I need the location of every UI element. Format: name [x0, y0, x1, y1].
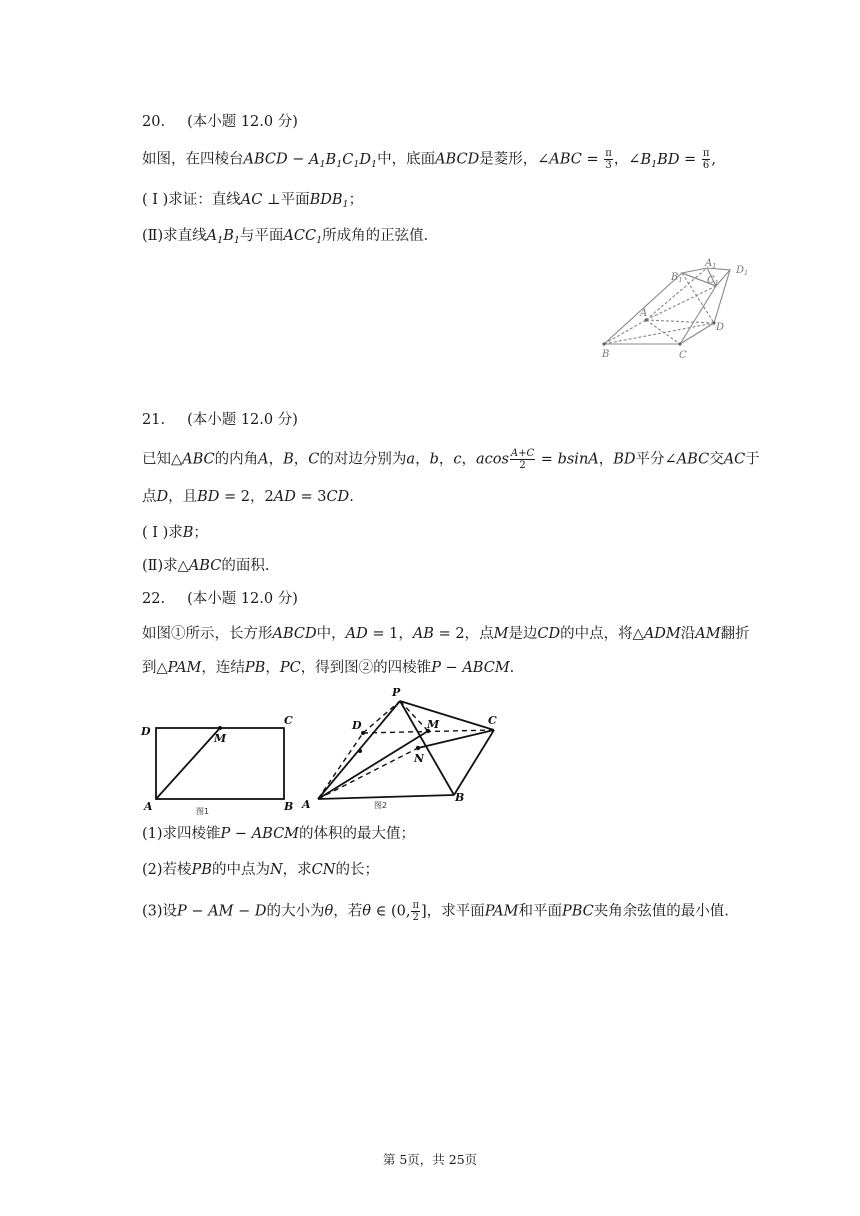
q22-text-3: 点	[479, 626, 494, 642]
q20-number: 20.	[142, 114, 166, 130]
q21-text-3: 的对边分别为	[319, 451, 407, 468]
q22-part1-text: (1)求四棱锥	[142, 826, 221, 842]
q22-part2-text-3: ，求	[282, 862, 312, 878]
q20-frustum-figure	[590, 256, 770, 368]
q22-text-8: 到△	[142, 660, 168, 676]
q22-text-2: 中，	[316, 626, 346, 642]
q20-stem-text-3: 是菱形，	[479, 151, 538, 168]
q21-text: 已知△	[142, 451, 183, 468]
page-footer: 第 5页，共 25页	[382, 1152, 478, 1167]
q22-header	[142, 589, 298, 609]
q22-part3-text-2: 的大小为	[266, 903, 325, 920]
svg-text:B: B	[455, 791, 465, 804]
q21-part1: ( I )求B；	[142, 525, 208, 541]
q21-part2-text: (Ⅱ)求△	[142, 558, 189, 574]
q21-text-8: ，且	[168, 489, 198, 505]
svg-text:C1: $C_1$	[707, 275, 719, 287]
q22-figure-2-pyramid	[298, 684, 508, 814]
q22-part2-text: (2)若棱	[142, 862, 192, 878]
q22-text-4: 是边	[508, 626, 538, 642]
svg-text:D: D	[352, 719, 362, 732]
q22-part2: (2)若棱PB的中点为N，求CN的长；	[142, 862, 379, 878]
q22-text: 如图①所示，长方形	[142, 626, 273, 642]
svg-text:A: A	[640, 308, 648, 319]
q22-number: 22.	[142, 591, 166, 607]
q22-part1: (1)求四棱锥P − ABCM的体积的最大值；	[142, 826, 416, 842]
q20-part2-text: (Ⅱ)求直线	[142, 228, 207, 244]
q20-stem-text: 如图，在四棱台	[142, 151, 244, 168]
q21-part1-text: ( I )求	[142, 525, 183, 541]
svg-text:B: B	[602, 349, 610, 360]
q22-part2-text-4: 的长；	[335, 862, 379, 878]
q22-stem-line1: 如图①所示，长方形ABCD中，AD = 1，AB = 2，点M是边CD的中点，将△ADM沿AM翻折	[142, 626, 750, 642]
q21-part2: (Ⅱ)求△ABC的面积.	[142, 558, 270, 574]
q21-part2-text-2: 的面积.	[221, 558, 270, 574]
svg-text:B1: $B_1$	[671, 272, 683, 284]
svg-text:A: A	[302, 798, 311, 811]
svg-text:B: B	[284, 800, 294, 813]
q22-text-6: 沿	[680, 626, 696, 642]
svg-text:C: C	[284, 714, 293, 727]
q21-text-7: 点	[142, 489, 157, 505]
q20-stem-text-2: 中，底面	[377, 151, 436, 168]
q22-part1-text-2: 的体积的最大值；	[299, 826, 416, 842]
q22-text-10: ，得到图②的四棱锥	[300, 660, 432, 676]
q20-header	[142, 112, 298, 132]
svg-text:M: M	[214, 732, 227, 745]
q21-text-4: 平分∠	[635, 451, 677, 468]
q21-stem-line2: 点D，且BD = 2，2AD = 3CD.	[142, 489, 354, 505]
q21-number: 21.	[142, 412, 166, 428]
q21-text-6: 于	[745, 451, 760, 468]
q20-part2: (Ⅱ)求直线$A_1B_1$与平面$ACC_1$所成角的正弦值.	[142, 228, 429, 246]
q22-part3: (3)设P − AM − D的大小为θ，若θ ∈ (0, $\frac{\pi}{2}$ ]，求平面PAM和平面PBC夹角余弦值的最小值.	[142, 900, 729, 923]
fig2-caption: 图2	[374, 801, 388, 810]
q20-part1-text: ( I )求证：直线	[142, 192, 241, 208]
q22-part3-text-6: 夹角余弦值的最小值.	[593, 903, 729, 920]
svg-text:D: D	[141, 725, 151, 738]
q20-score: (本小题 12.0 分)	[187, 114, 298, 130]
q21-header	[142, 410, 298, 430]
svg-text:N: N	[414, 752, 425, 765]
q22-text-7: 翻折	[720, 626, 750, 642]
q20-part2-text-3: 所成角的正弦值.	[322, 228, 429, 244]
q22-text-9: ，连结	[201, 660, 245, 676]
q22-part3-text-4: ，求平面	[426, 903, 485, 920]
q21-text-2: 的内角	[214, 451, 259, 468]
q21-stem-line1: 已知△ABC的内角A，B，C的对边分别为a，b，c，acos $\frac{A+C}{2}$ = bsinA，BD平分∠ABC交AC于	[142, 448, 760, 471]
q22-part3-text-3: ，若	[333, 903, 363, 920]
q20-part2-text-2: 与平面	[239, 228, 284, 244]
svg-text:A1: $A_1$	[705, 258, 717, 270]
q22-score: (本小题 12.0 分)	[187, 591, 298, 607]
svg-text:A: A	[144, 800, 153, 813]
q21-score: (本小题 12.0 分)	[187, 412, 298, 428]
fig1-caption: 图1	[196, 807, 210, 816]
svg-text:D1: $D_1$	[736, 265, 749, 277]
svg-text:C: C	[679, 350, 687, 361]
q22-part2-text-2: 的中点为	[211, 862, 270, 878]
svg-text:P: P	[392, 686, 401, 699]
svg-text:M: M	[427, 718, 440, 731]
q20-stem: 如图，在四棱台ABCD − $A_1B_1C_1D_1$中，底面ABCD是菱形，∠ABC = $\frac{\pi}{3}$ ，$\angle B_1BD$ = $\frac{\pi}{6}$ ,	[142, 148, 717, 171]
q22-stem-line2: 到△PAM，连结PB，PC，得到图②的四棱锥P − ABCM.	[142, 660, 515, 676]
svg-text:D: D	[716, 322, 725, 333]
q22-text-5: 的中点，将△	[560, 626, 644, 642]
q21-text-5: 交	[709, 451, 724, 468]
q22-figure-1-rectangle	[138, 710, 308, 820]
q22-part3-text-5: 和平面	[518, 903, 562, 920]
q22-part3-text: (3)设	[142, 903, 178, 920]
q20-part1: ( I )求证：直线AC ⊥平面$BDB_1$；	[142, 192, 364, 210]
q20-part1-text-2: 平面	[280, 192, 310, 208]
svg-text:C: C	[488, 714, 497, 727]
